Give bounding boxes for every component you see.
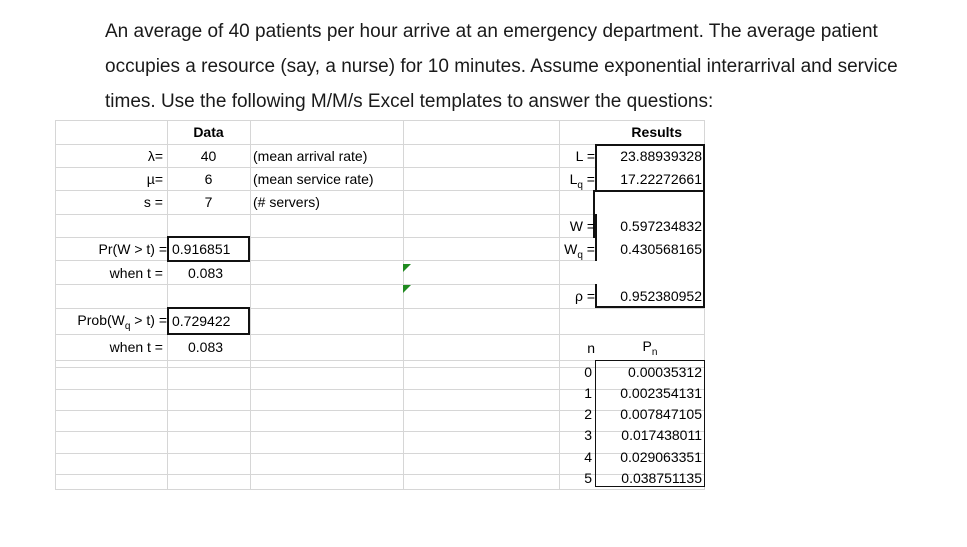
Lq-label-main: L [569, 171, 578, 187]
probwq-label-sub: q [124, 321, 131, 332]
pn-n: 4 [584, 449, 592, 465]
W-label: W = [569, 218, 595, 234]
mu-note: (mean service rate) [253, 171, 374, 187]
Wq-label-sub: q [577, 250, 583, 261]
comment-marker-icon[interactable] [403, 264, 411, 272]
question-line: occupies a resource (say, a nurse) for 10 minutes. Assume exponential interarrival and service [105, 56, 898, 77]
probwq-value[interactable]: 0.729422 [172, 313, 231, 329]
question-text [105, 14, 955, 119]
when-t-label-2: when t = [109, 339, 163, 355]
L-label: L = [575, 148, 595, 164]
Lq-value[interactable]: 17.22272661 [620, 171, 702, 187]
pn-value[interactable]: 0.029063351 [620, 449, 702, 465]
pn-n: 2 [584, 406, 592, 422]
data-header: Data [193, 124, 224, 140]
Wq-label [555, 240, 595, 261]
pn-n: 5 [584, 470, 592, 486]
question-line: times. Use the following M/M/s Excel templates to answer the questions: [105, 91, 714, 112]
probwq-label-b: > t) = [130, 312, 167, 328]
servers-value[interactable]: 7 [204, 194, 213, 210]
when-t-label: when t = [109, 265, 163, 281]
pn-value[interactable]: 0.00035312 [628, 364, 702, 380]
pn-value[interactable]: 0.038751135 [621, 470, 702, 486]
prw-value[interactable]: 0.916851 [172, 241, 231, 257]
probwq-label [55, 311, 167, 332]
L-value[interactable]: 23.88939328 [620, 148, 702, 164]
Lq-label-sub: q [577, 180, 583, 191]
pn-header [595, 337, 705, 358]
lambda-label: λ= [147, 148, 163, 164]
pn-header-main: P [642, 338, 652, 354]
servers-label: s = [143, 194, 163, 210]
lambda-value[interactable]: 40 [200, 148, 217, 164]
when-t-value-2[interactable]: 0.083 [188, 339, 224, 355]
servers-note: (# servers) [253, 194, 320, 210]
pn-value[interactable]: 0.002354131 [620, 385, 702, 401]
lambda-note: (mean arrival rate) [253, 148, 368, 164]
mu-value[interactable]: 6 [204, 171, 213, 187]
Wq-label-eq: = [582, 241, 595, 257]
Lq-label-eq: = [582, 171, 595, 187]
pn-n: 3 [584, 427, 592, 443]
pn-divider [595, 360, 596, 487]
prw-label: Pr(W > t) = [98, 241, 167, 257]
n-header: n [587, 340, 595, 356]
question-line: An average of 40 patients per hour arrive at an emergency department. The average patient [105, 21, 878, 42]
pn-header-sub: n [651, 347, 658, 358]
rho-value[interactable]: 0.952380952 [620, 288, 702, 304]
results-header: Results [631, 124, 682, 140]
mu-label: µ= [146, 171, 163, 187]
rho-label: ρ = [574, 288, 595, 304]
when-t-value[interactable]: 0.083 [188, 265, 224, 281]
Wq-value[interactable]: 0.430568165 [620, 241, 702, 257]
Wq-label-main: W [564, 241, 578, 257]
pn-value[interactable]: 0.007847105 [620, 406, 702, 422]
probwq-label-a: Prob(W [77, 312, 125, 328]
pn-n: 1 [584, 385, 592, 401]
Lq-label [555, 170, 595, 191]
pn-n: 0 [584, 364, 592, 380]
W-value[interactable]: 0.597234832 [620, 218, 702, 234]
comment-marker-icon[interactable] [403, 285, 411, 293]
spreadsheet-area [55, 120, 705, 490]
pn-value[interactable]: 0.017438011 [621, 427, 702, 443]
